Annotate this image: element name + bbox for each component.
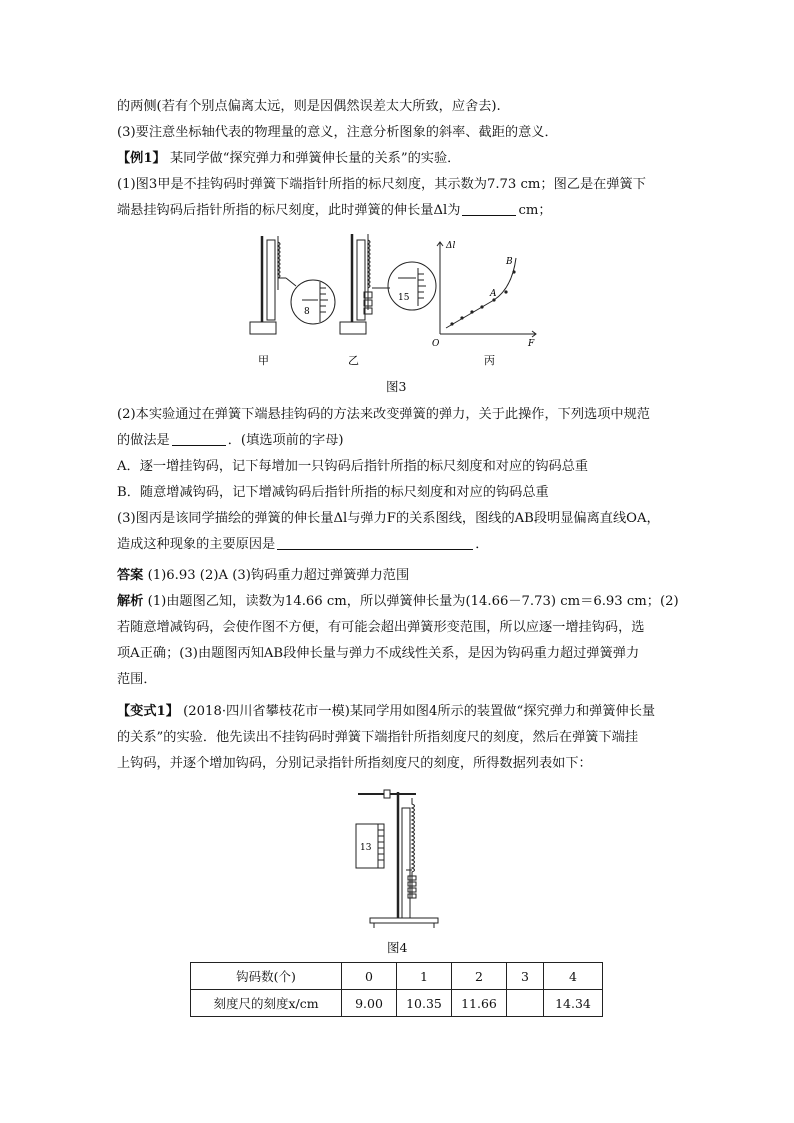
- apparatus-jia: [250, 236, 335, 334]
- variant-line-3: 上钩码，并逐个增加钩码，分别记录指针所指刻度尺的刻度，所得数据列表如下：: [117, 756, 592, 771]
- question-text: ．(填选项前的字母): [227, 433, 344, 448]
- point-b-label: B: [506, 257, 513, 267]
- example-text: 某同学做“探究弹力和弹簧伸长量的关系”的实验．: [165, 151, 461, 166]
- answer-tag: 答案: [117, 568, 144, 583]
- data-table: [190, 962, 603, 1017]
- label-jia: 甲: [258, 354, 269, 367]
- figure-3-illustration: [240, 230, 550, 370]
- table-header-cell: 刻度尺的刻度x/cm: [191, 990, 342, 1017]
- variant-line-2: 的关系”的实验．他先读出不挂钩码时弹簧下端指针所指刻度尺的刻度，然后在弹簧下端挂: [117, 730, 639, 745]
- question-3-line-1: (3)图丙是该同学描绘的弹簧的伸长量Δl与弹力F的关系图线，图线的AB段明显偏离直线OA，: [117, 511, 660, 526]
- analysis-line-2: 若随意增减钩码，会使作图不方便，有可能会超出弹簧形变范围，所以应逐一增挂钩码，选: [117, 620, 645, 635]
- analysis-line-4: 范围．: [117, 672, 157, 687]
- answer-blank: [172, 431, 226, 446]
- answer-blank: [277, 535, 473, 550]
- table-cell: [507, 990, 544, 1017]
- table-cell: 9.00: [342, 990, 397, 1017]
- option-b: B．随意增减钩码，记下增减钩码后指针所指的标尺刻度和对应的钩码总重: [117, 485, 549, 500]
- question-text: 的做法是: [117, 433, 170, 448]
- example-tag: 【例1】: [117, 151, 166, 166]
- text-line: (3)要注意坐标轴代表的物理量的意义，注意分析图象的斜率、截距的意义．: [117, 125, 558, 140]
- table-header-cell: 钩码数(个): [191, 963, 342, 990]
- variant-tag: 【变式1】: [117, 704, 179, 719]
- variant-text: (2018·四川省攀枝花市一模)某同学用如图4所示的装置做“探究弹力和弹簧伸长量: [178, 704, 656, 719]
- table-cell: 11.66: [452, 990, 507, 1017]
- table-row: [191, 963, 603, 990]
- label-bing: 丙: [484, 354, 495, 367]
- figure-4-caption: 图4: [387, 940, 408, 955]
- text-line: 的两侧(若有个别点偏离太远，则是因偶然误差太大所致，应舍去).: [117, 99, 501, 114]
- analysis-line-1: [117, 592, 679, 612]
- example-heading: [117, 149, 460, 169]
- analysis-text: (1)由题图乙知，读数为14.66 cm，所以弹簧伸长量为(14.66－7.73) cm＝6.93 cm；(2): [143, 594, 679, 609]
- table-cell: 14.34: [544, 990, 603, 1017]
- graph-origin-label: O: [432, 339, 440, 349]
- option-a: A．逐一增挂钩码，记下每增加一只钩码后指针所指的标尺刻度和对应的钩码总重: [117, 459, 589, 474]
- question-3-line-2: [117, 535, 488, 555]
- question-2-line-1: (2)本实验通过在弹簧下端悬挂钩码的方法来改变弹簧的弹力，关于此操作，下列选项中规范: [117, 407, 650, 422]
- point-a-label: A: [490, 289, 497, 299]
- apparatus-yi: [340, 234, 436, 334]
- question-text: ．: [475, 537, 489, 552]
- answer-line: [117, 566, 409, 586]
- question-text: 造成这种现象的主要原因是: [117, 537, 276, 552]
- table-cell: 2: [452, 963, 507, 990]
- magnifier-label-yi: 15: [398, 293, 410, 303]
- scale-label: 13: [360, 843, 372, 853]
- table-cell: 1: [397, 963, 452, 990]
- variant-line-1: [117, 702, 655, 722]
- figure-3-caption: 图3: [386, 379, 407, 394]
- table-cell: 4: [544, 963, 603, 990]
- analysis-line-3: 项A正确；(3)由题图丙知AB段伸长量与弹力不成线性关系，是因为钩码重力超过弹簧弹力: [117, 646, 640, 661]
- table-cell: 10.35: [397, 990, 452, 1017]
- table-cell: 3: [507, 963, 544, 990]
- magnifier-label-jia: 8: [304, 307, 310, 317]
- graph-y-label: Δl: [446, 241, 456, 251]
- question-1-line-1: (1)图3甲是不挂钩码时弹簧下端指针所指的标尺刻度，其示数为7.73 cm；图乙是在弹簧下: [117, 177, 646, 192]
- table-cell: 0: [342, 963, 397, 990]
- question-text: 端悬挂钩码后指针所指的标尺刻度，此时弹簧的伸长量Δl为: [117, 203, 461, 218]
- analysis-tag: 解析: [117, 594, 144, 609]
- figure-4-illustration: [350, 788, 450, 930]
- question-1-line-2: [117, 201, 552, 221]
- graph-x-label: F: [528, 339, 535, 349]
- answer-text: (1)6.93 (2)A (3)钩码重力超过弹簧弹力范围: [143, 568, 410, 583]
- question-text: cm；: [518, 203, 552, 218]
- question-2-line-2: [117, 431, 344, 451]
- answer-blank: [462, 201, 516, 216]
- table-row: [191, 990, 603, 1017]
- label-yi: 乙: [348, 354, 359, 367]
